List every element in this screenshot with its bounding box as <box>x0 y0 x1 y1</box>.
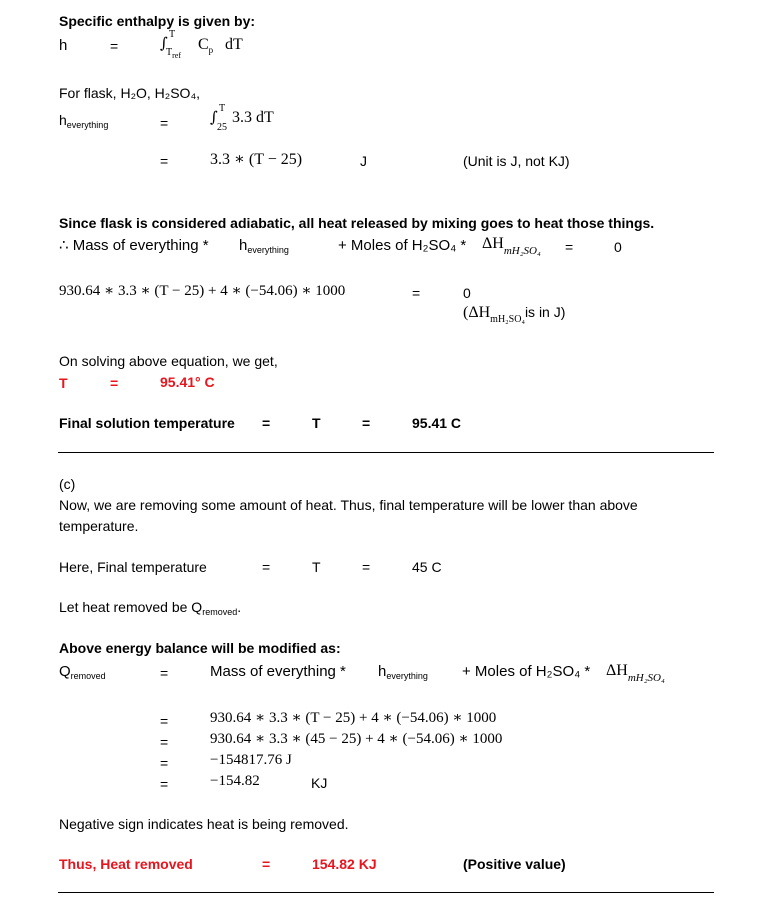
flask-h-everything: $h_{everything}$ <box>59 112 109 130</box>
integral-lower-limit: $T_{ref}$ <box>166 47 181 60</box>
final-temp-equals-2: = <box>362 415 371 431</box>
adiabatic-zero-2: 0 <box>463 285 471 301</box>
heat-removed-label: Thus, Heat removed <box>59 856 193 872</box>
part-c-h-everything: $h_{everything}$ <box>378 663 428 681</box>
step-equals: = <box>160 734 169 750</box>
step-expression: −154817.76 J <box>210 752 292 768</box>
step-expression: 930.64 ∗ 3.3 ∗ (45 − 25) + 4 ∗ (−54.06) ∗ 1000 <box>210 731 503 747</box>
part-c-text-line2: temperature. <box>59 518 139 534</box>
part-c-label: (c) <box>59 476 76 492</box>
flask-unit-note: (Unit is J, not KJ) <box>463 153 570 169</box>
step-equals: = <box>160 776 169 792</box>
final-temp-T: T <box>312 415 321 431</box>
adiabatic-equation: 930.64 ∗ 3.3 ∗ (T − 25) + 4 ∗ (−54.06) ∗ 1000 <box>59 283 346 299</box>
part-c-equals: = <box>262 559 271 575</box>
enthalpy-equals: = <box>110 38 119 54</box>
part-c-mass: Mass of everything * <box>210 663 346 680</box>
adiabatic-zero: 0 <box>614 239 622 255</box>
part-c-q-equals: = <box>160 665 169 681</box>
step-equals: = <box>160 755 169 771</box>
adiabatic-statement: Since flask is considered adiabatic, all heat released by mixing goes to heat those things. <box>59 215 655 231</box>
solution-T: T <box>59 375 68 391</box>
part-c-moles: + Moles of H₂SO₄ * <box>462 663 591 680</box>
negative-note: Negative sign indicates heat is being removed. <box>59 816 349 832</box>
adiabatic-h-everything: $h_{everything}$ <box>239 237 289 255</box>
adiabatic-moles: + Moles of H₂SO₄ * <box>338 237 467 254</box>
part-c-equals-2: = <box>362 559 371 575</box>
step-unit: KJ <box>311 775 328 791</box>
part-c-T: T <box>312 559 321 575</box>
integral-upper-limit: T <box>219 103 226 114</box>
adiabatic-balance-prefix: ∴ Mass of everything * <box>59 237 209 254</box>
solution-solving: On solving above equation, we get, <box>59 353 278 369</box>
flask-result: 3.3 ∗ (T − 25) <box>210 151 303 168</box>
final-temp-label: Final solution temperature <box>59 415 235 431</box>
heat-removed-value: 154.82 KJ <box>312 856 377 872</box>
adiabatic-equals: = <box>565 239 574 255</box>
flask-equals: = <box>160 115 169 131</box>
enthalpy-heading: Specific enthalpy is given by: <box>59 13 256 29</box>
heat-removed-equals: = <box>262 856 271 872</box>
part-c-final-value: 45 C <box>412 559 442 575</box>
step-expression: −154.82 <box>210 773 260 789</box>
step-equals: = <box>160 713 169 729</box>
heat-removed-note: (Positive value) <box>463 856 566 872</box>
integral-sign-icon: ∫ <box>210 108 218 126</box>
part-c-delta-h: $\Delta H_{mH_2SO_4}$ <box>606 662 665 684</box>
enthalpy-integral <box>160 30 270 62</box>
part-c-final-label: Here, Final temperature <box>59 559 207 575</box>
adiabatic-equals-2: = <box>412 285 421 301</box>
enthalpy-dT: dT <box>225 36 243 53</box>
enthalpy-h: h <box>59 37 68 54</box>
section-divider <box>58 892 714 893</box>
integral-sign-icon: ∫ <box>160 34 168 52</box>
part-c-modified: Above energy balance will be modified as: <box>59 640 341 656</box>
solution-equals: = <box>110 375 119 391</box>
section-divider <box>58 452 714 453</box>
flask-equals-2: = <box>160 153 169 169</box>
integral-lower-limit: 25 <box>217 122 227 133</box>
flask-unit: J <box>360 153 367 169</box>
flask-integral <box>210 104 310 136</box>
enthalpy-cp: $C_p$ <box>198 36 214 55</box>
final-temp-value: 95.41 C <box>412 415 462 431</box>
adiabatic-delta-note: ($\Delta H_{mH_2SO_4}is$ in J) <box>463 304 566 325</box>
final-temp-equals: = <box>262 415 271 431</box>
part-c-let-heat: Let heat removed be $Q_{removed}$. <box>59 599 242 617</box>
solution-value: 95.41° C <box>160 374 215 390</box>
step-expression: 930.64 ∗ 3.3 ∗ (T − 25) + 4 ∗ (−54.06) ∗ 1000 <box>210 710 497 726</box>
part-c-q-removed: $Q_{removed}$ <box>59 663 106 681</box>
flask-intro: For flask, H₂O, H₂SO₄, <box>59 85 201 101</box>
adiabatic-delta-h: $\Delta H_{mH_2SO_4}$ <box>482 235 541 257</box>
flask-integrand: 3.3 dT <box>232 109 274 126</box>
integral-upper-limit: T <box>169 29 176 40</box>
part-c-text-line1: Now, we are removing some amount of heat. Thus, final temperature will be lower than above <box>59 497 638 513</box>
